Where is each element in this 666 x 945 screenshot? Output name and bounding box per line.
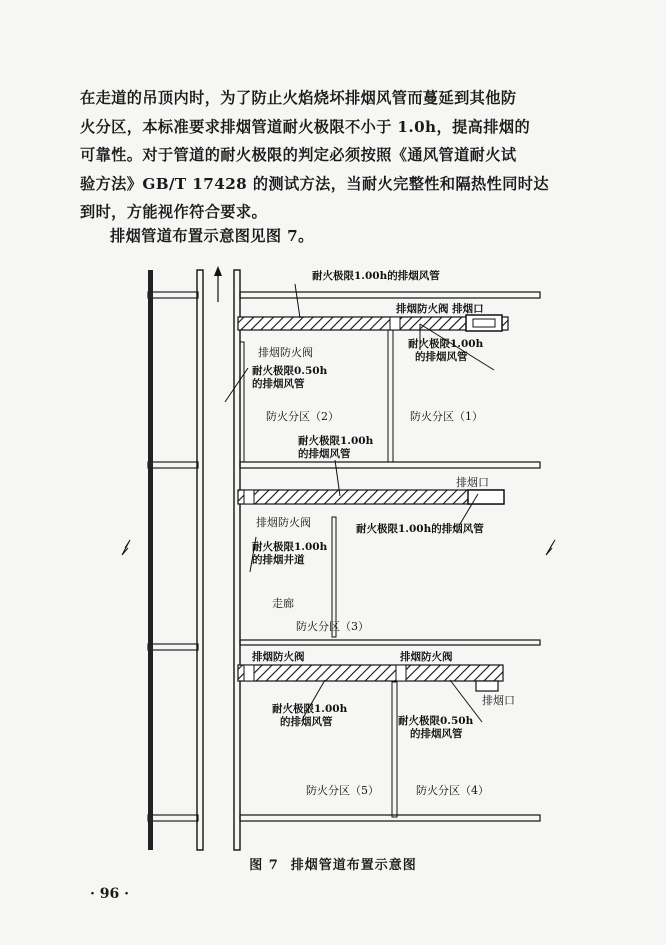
label-shaft-1: 耐火极限1.00h: [252, 541, 328, 553]
text-line: 排烟管道布置示意图见图 7。: [110, 227, 314, 245]
damper-icon: [390, 317, 400, 330]
label-bot-duct-1b: 的排烟风管: [280, 716, 333, 728]
partition-shaft: [332, 517, 336, 637]
label-zone-4: 防火分区（4）: [416, 784, 489, 797]
text-line: 到时，方能视作符合要求。: [80, 203, 268, 222]
label-damper-b: 排烟防火阀: [256, 516, 311, 529]
label-mid-duct-1: 耐火极限1.00h: [298, 435, 374, 447]
label-right-duct-1: 耐火极限1.00h: [408, 338, 484, 350]
figure-caption: [0, 854, 666, 873]
break-mark-right: [546, 540, 555, 555]
duct-layout-figure: [120, 262, 560, 854]
text-line: 验方法》GB/T 17428 的测试方法，当耐火完整性和隔热性同时达: [80, 174, 549, 193]
damper-icon: [244, 665, 254, 681]
wall-slab: [148, 292, 198, 298]
break-mark-left: [122, 540, 130, 555]
label-left-duct-2: 的排烟风管: [252, 378, 305, 390]
label-exhaust-c: 排烟口: [482, 694, 515, 707]
floor-slab-3: [240, 640, 540, 645]
label-exhaust-b: 排烟口: [456, 476, 489, 489]
text-line: 在走道的吊顶内时，为了防止火焰烧坏排烟风管而蔓延到其他防: [80, 89, 517, 107]
label-shaft-2: 的排烟井道: [252, 554, 305, 566]
wall-slab: [148, 462, 198, 468]
label-left-duct-1: 耐火极限0.50h: [252, 365, 328, 377]
label-bot-duct-1a: 耐火极限1.00h: [272, 703, 348, 715]
label-damper-c2: 排烟防火阀: [400, 651, 453, 663]
label-zone-1: 防火分区（1）: [410, 410, 483, 423]
text-line: 火分区，本标准要求排烟管道耐火极限不小于 1.0h，提高排烟的: [80, 117, 531, 136]
label-zone-3: 防火分区（3）: [296, 620, 369, 633]
exhaust-grille: [473, 319, 495, 327]
label-right-duct-2: 的排烟风管: [415, 351, 468, 363]
flow-arrow-icon: [214, 266, 222, 276]
floor-slab-2: [240, 462, 540, 468]
outer-wall-left: [148, 270, 153, 850]
wall-slab: [148, 815, 198, 821]
wall-slab: [148, 644, 198, 650]
text-line: 可靠性。对于管道的耐火极限的判定必须按照《通风管道耐火试: [80, 146, 517, 165]
body-paragraph-2: [80, 222, 620, 251]
page-number: · 96 ·: [90, 886, 129, 902]
label-damper-a: 排烟防火阀: [258, 346, 313, 359]
label-long-duct: 耐火极限1.00h的排烟风管: [356, 523, 484, 535]
partition-1-2: [388, 327, 393, 462]
label-damper-c1: 排烟防火阀: [252, 651, 305, 663]
label-mid-duct-2: 的排烟风管: [298, 448, 351, 460]
exhaust-outlet: [476, 681, 498, 691]
body-paragraph-1: [80, 84, 620, 227]
smoke-duct-middle: [238, 490, 503, 504]
floor-slab-top: [240, 292, 540, 298]
label-zone-2: 防火分区（2）: [266, 410, 339, 423]
floor-slab-bottom: [240, 815, 540, 821]
corridor-wall-outer: [197, 270, 203, 850]
corridor-wall-inner: [234, 270, 240, 850]
partition-4-5: [392, 682, 397, 817]
smoke-duct-bottom: [238, 665, 503, 681]
label-zone-5: 防火分区（5）: [306, 784, 379, 797]
caption-title: 排烟管道布置示意图: [290, 858, 417, 873]
label-bot-duct-2a: 耐火极限0.50h: [398, 715, 474, 727]
caption-number: 图 7: [249, 858, 279, 873]
label-damper-exhaust: 排烟防火阀 排烟口: [396, 303, 484, 315]
label-top-duct: 耐火极限1.00h的排烟风管: [312, 270, 440, 282]
label-bot-duct-2b: 的排烟风管: [410, 728, 463, 740]
label-corridor: 走廊: [272, 597, 294, 610]
damper-icon: [244, 490, 254, 504]
damper-icon: [396, 665, 406, 681]
